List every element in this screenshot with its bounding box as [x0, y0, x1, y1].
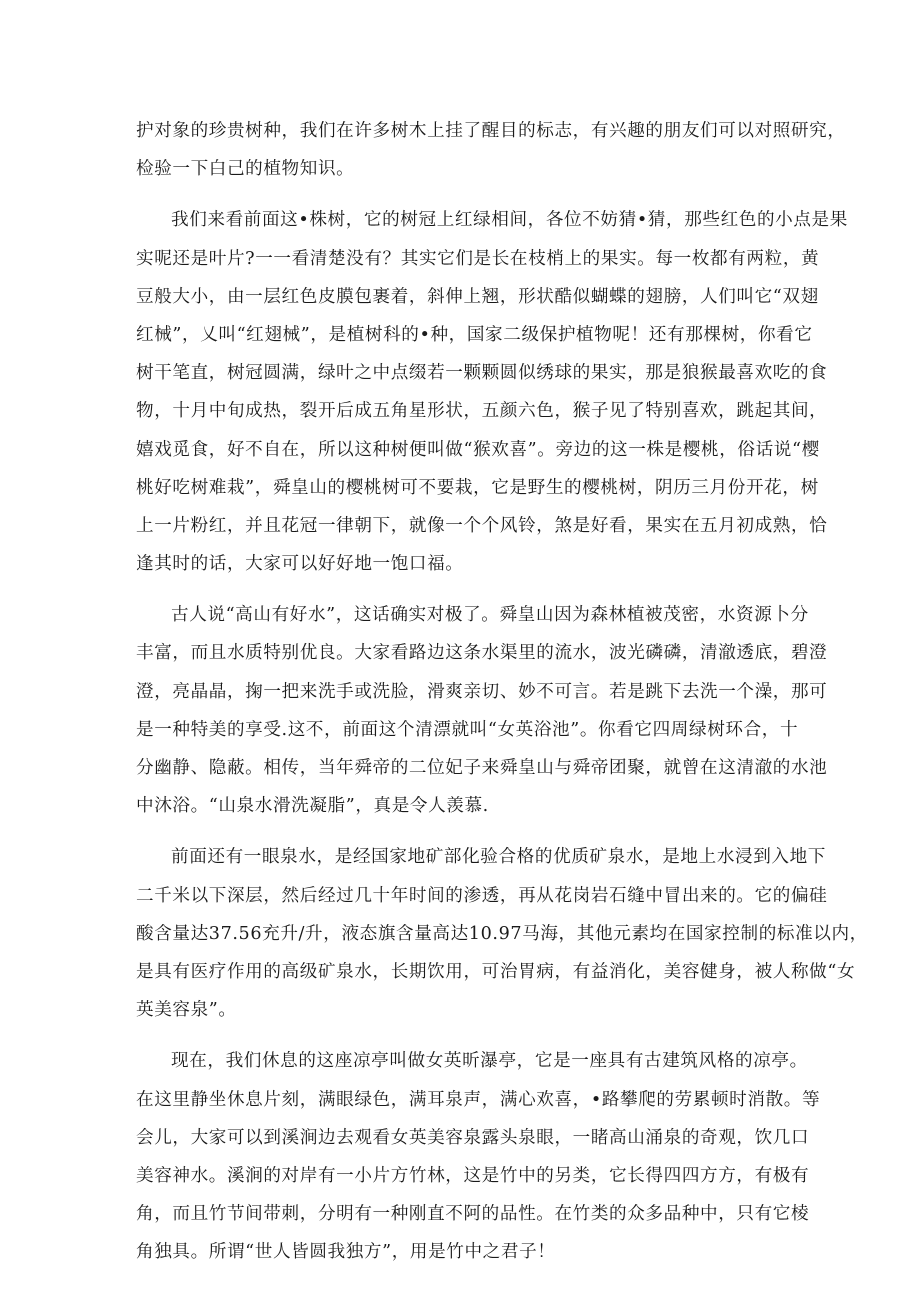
- text-line: 豆般大小，由一层红色皮膜包裹着，斜伸上翘，形状酷似蝴蝶的翅膀，人们叫它“双翅: [136, 286, 819, 307]
- paragraph: [136, 112, 846, 188]
- text-line: 英美容泉”。: [136, 1000, 237, 1021]
- text-line: 会儿，大家可以到溪涧边去观看女英美容泉露头泉眼，一睹高山涌泉的奇观，饮几口: [136, 1127, 810, 1148]
- text-line: 中沐浴。“山泉水滑洗凝脂”，真是令人羡慕.: [136, 796, 489, 817]
- text-line: 检验一下白己的植物知识。: [136, 159, 355, 180]
- text-line: 澄，亮晶晶，掬一把来洗手或洗脸，滑爽亲切、妙不可言。若是跳下去洗一个澡，那可: [136, 681, 828, 702]
- paragraph: [136, 201, 848, 583]
- text-line: 现在，我们休息的这座凉亭叫做女英昕瀑亭，它是一座具有古建筑风格的凉亭。: [171, 1051, 808, 1072]
- text-line: 在这里静坐休息片刻，满眼绿色，满耳泉声，满心欢喜，•路攀爬的劳累顿时消散。等: [136, 1089, 821, 1110]
- text-line: 美容神水。溪涧的对岸有一小片方竹林，这是竹中的另类，它长得四四方方，有极有: [136, 1165, 810, 1186]
- text-line: 分幽静、隐蔽。相传，当年舜帝的二位妃子来舜皇山与舜帝团聚，就曾在这清澈的水池: [136, 758, 828, 778]
- text-line: 角，而且竹节间带刺，分明有一种刚直不阿的品性。在竹类的众多品种中，只有它棱: [136, 1204, 810, 1225]
- text-line: 上一片粉红，并且花冠一律朝下，就像一个个风铃，煞是好看，果实在五月初成熟，恰: [136, 515, 828, 536]
- paragraph: [136, 1042, 821, 1271]
- text-line: 角独具。所谓“世人皆圆我独方”，用是竹中之君子！: [136, 1242, 556, 1263]
- paragraph: [136, 838, 868, 1029]
- text-line: 丰富，而且水质特别优良。大家看路边这条水渠里的流水，波光磷磷，清澈透底，碧澄: [136, 643, 828, 664]
- document-body: [136, 112, 868, 1284]
- text-line: 物，十月中旬成热，裂开后成五角星形状，五颜六色，猴子见了特别喜欢，跳起其间，: [136, 401, 828, 422]
- text-line: 是具有医疗作用的高级矿泉水，长期饮用，可治胃病，有益消化，美容健身，被人称做“女: [136, 961, 856, 982]
- text-line: 红械”，乂叫“红翅械”，是植树科的•种，国家二级保护植物呢！还有那棵树，你看它: [136, 324, 813, 345]
- text-line: 前面还有一眼泉水，是经国家地矿部化验合格的优质矿泉水，是地上水浸到入地下: [171, 847, 826, 868]
- text-line: 实呢还是叶片?一一看清楚没有？其实它们是长在枝梢上的果实。每一枚都有两粒，黄: [136, 248, 820, 269]
- text-line: 桃好吃树难栽”，舜皇山的樱桃树可不要栽，它是野生的樱桃树，阴历三月份开花，树: [136, 477, 819, 498]
- text-line: 树干笔直，树冠圆满，绿叶之中点缀若一颗颗圆似绣球的果实，那是狼猴最喜欢吃的食: [136, 363, 828, 384]
- paragraph: [136, 596, 828, 825]
- text-line: 二千米以下深层，然后经过几十年时间的渗透，再从花岗岩石缝中冒出来的。它的偏硅: [136, 885, 828, 906]
- text-line: 护对象的珍贵树种，我们在许多树木上挂了醒目的标志，有兴趣的朋友们可以对照研究，: [136, 121, 846, 141]
- text-line: 酸含量达37.56充升/升，液态旗含量高达10.97马海，其他元素均在国家控制的标准以内，: [136, 923, 868, 944]
- text-line: 嬉戏觅食，好不自在，所以这种树便叫做“猴欢喜”。旁边的这一株是樱桃，俗话说“樱: [136, 439, 820, 460]
- text-line: 是一种特美的享受.这不，前面这个清漂就叫“女英浴池”。你看它四周绿树环合，十: [136, 719, 799, 740]
- text-line: 我们来看前面这•株树，它的树冠上红绿相间，各位不妨猜•猜，那些红色的小点是果: [171, 210, 848, 231]
- text-line: 古人说“高山有好水”，这话确实对极了。舜皇山因为森林植被茂密，水资源卜分: [171, 605, 809, 626]
- text-line: 逢其时的话，大家可以好好地一饱口福。: [136, 554, 464, 575]
